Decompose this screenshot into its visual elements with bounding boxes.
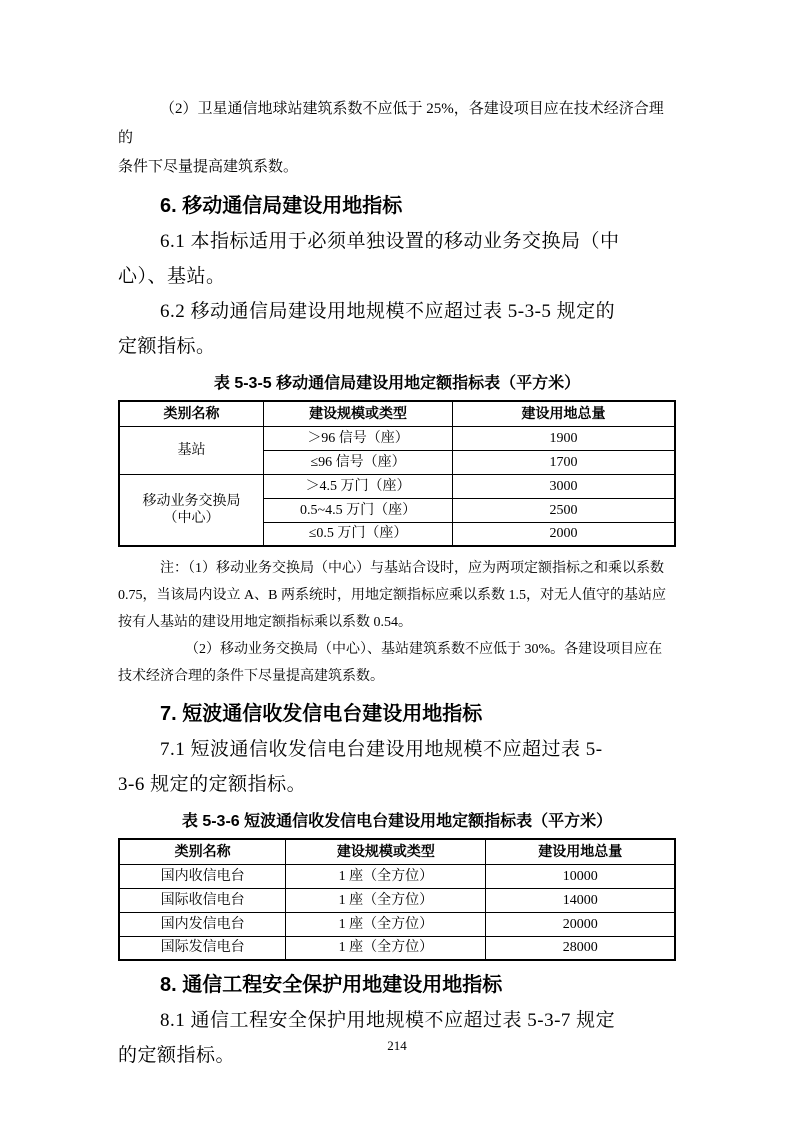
column-header: 类别名称 xyxy=(119,401,264,426)
table-row xyxy=(119,864,675,888)
scale-cell: 1 座（全方位） xyxy=(286,912,486,936)
table-row xyxy=(119,426,675,450)
column-header: 建设规模或类型 xyxy=(286,839,486,864)
value-cell: 1900 xyxy=(453,426,675,450)
column-header: 建设规模或类型 xyxy=(264,401,453,426)
note-line: 技术经济合理的条件下尽量提高建筑系数。 xyxy=(118,669,384,684)
note-line: 注：（1）移动业务交换局（中心）与基站合设时，应为两项定额指标之和乘以系数 xyxy=(160,561,664,576)
paragraph-line: 6.1 本指标适用于必须单独设置的移动业务交换局（中 xyxy=(160,231,620,252)
table-row xyxy=(119,936,675,960)
table-row xyxy=(119,912,675,936)
category-cell: 国际收信电台 xyxy=(119,888,286,912)
paragraph-line: 3-6 规定的定额指标。 xyxy=(118,774,307,795)
intro-paragraph xyxy=(118,95,676,182)
paragraph-6-1 xyxy=(118,224,676,294)
category-cell: 国际发信电台 xyxy=(119,936,286,960)
category-line: 移动业务交换局 xyxy=(142,493,241,509)
value-cell: 2500 xyxy=(453,498,675,522)
paragraph-line: 心）、基站。 xyxy=(118,266,226,287)
paragraph-line: 的定额指标。 xyxy=(118,1045,236,1066)
paragraph-line: 8.1 通信工程安全保护用地规模不应超过表 5-3-7 规定 xyxy=(160,1010,616,1031)
category-line: （中心） xyxy=(163,510,220,526)
table-header-row xyxy=(119,839,675,864)
scale-cell: 1 座（全方位） xyxy=(286,888,486,912)
column-header: 类别名称 xyxy=(119,839,286,864)
scale-cell: 0.5~4.5 万门（座） xyxy=(264,498,453,522)
scale-cell: ≤0.5 万门（座） xyxy=(264,522,453,546)
table-row xyxy=(119,888,675,912)
table-5-3-5-title: 表 5-3-5 移动通信局建设用地定额指标表（平方米） xyxy=(213,375,581,392)
scale-cell: 1 座（全方位） xyxy=(286,864,486,888)
column-header: 建设用地总量 xyxy=(453,401,675,426)
category-cell xyxy=(119,474,264,546)
table-5-3-6-title: 表 5-3-6 短波通信收发信电台建设用地定额指标表（平方米） xyxy=(181,813,613,830)
value-cell: 10000 xyxy=(486,864,675,888)
category-cell: 国内发信电台 xyxy=(119,912,286,936)
page-number: 214 xyxy=(387,1038,407,1053)
column-header: 建设用地总量 xyxy=(486,839,675,864)
value-cell: 1700 xyxy=(453,450,675,474)
paragraph-line: 6.2 移动通信局建设用地规模不应超过表 5-3-5 规定的 xyxy=(160,301,616,322)
value-cell: 3000 xyxy=(453,474,675,498)
scale-cell: 1 座（全方位） xyxy=(286,936,486,960)
table-5-3-5 xyxy=(118,400,676,547)
scale-cell: ＞4.5 万门（座） xyxy=(264,474,453,498)
paragraph-line: 定额指标。 xyxy=(118,336,216,357)
section-7-heading: 7. 短波通信收发信电台建设用地指标 xyxy=(160,703,483,725)
table-notes xyxy=(118,555,676,690)
value-cell: 28000 xyxy=(486,936,675,960)
scale-cell: ≤96 信号（座） xyxy=(264,450,453,474)
note-line: （2）移动业务交换局（中心）、基站建筑系数不应低于 30%。各建设项目应在 xyxy=(185,642,663,657)
category-cell: 基站 xyxy=(119,426,264,474)
paragraph-line: 7.1 短波通信收发信电台建设用地规模不应超过表 5- xyxy=(160,739,603,760)
section-6-heading: 6. 移动通信局建设用地指标 xyxy=(160,195,403,217)
note-line: 按有人基站的建设用地定额指标乘以系数 0.54。 xyxy=(118,615,412,630)
intro-line: 条件下尽量提高建筑系数。 xyxy=(118,159,299,175)
scale-cell: ＞96 信号（座） xyxy=(264,426,453,450)
paragraph-6-2 xyxy=(118,294,676,364)
section-8-heading: 8. 通信工程安全保护用地建设用地指标 xyxy=(160,974,503,996)
table-row xyxy=(119,474,675,498)
note-line: 0.75，当该局内设立 A、B 两系统时，用地定额指标应乘以系数 1.5，对无人值守的基站应 xyxy=(118,588,666,603)
table-header-row xyxy=(119,401,675,426)
table-5-3-6 xyxy=(118,838,676,961)
value-cell: 2000 xyxy=(453,522,675,546)
value-cell: 20000 xyxy=(486,912,675,936)
paragraph-7-1 xyxy=(118,732,676,802)
category-cell: 国内收信电台 xyxy=(119,864,286,888)
value-cell: 14000 xyxy=(486,888,675,912)
intro-line: （2）卫星通信地球站建筑系数不应低于 25%，各建设项目应在技术经济合理的 xyxy=(118,101,664,146)
